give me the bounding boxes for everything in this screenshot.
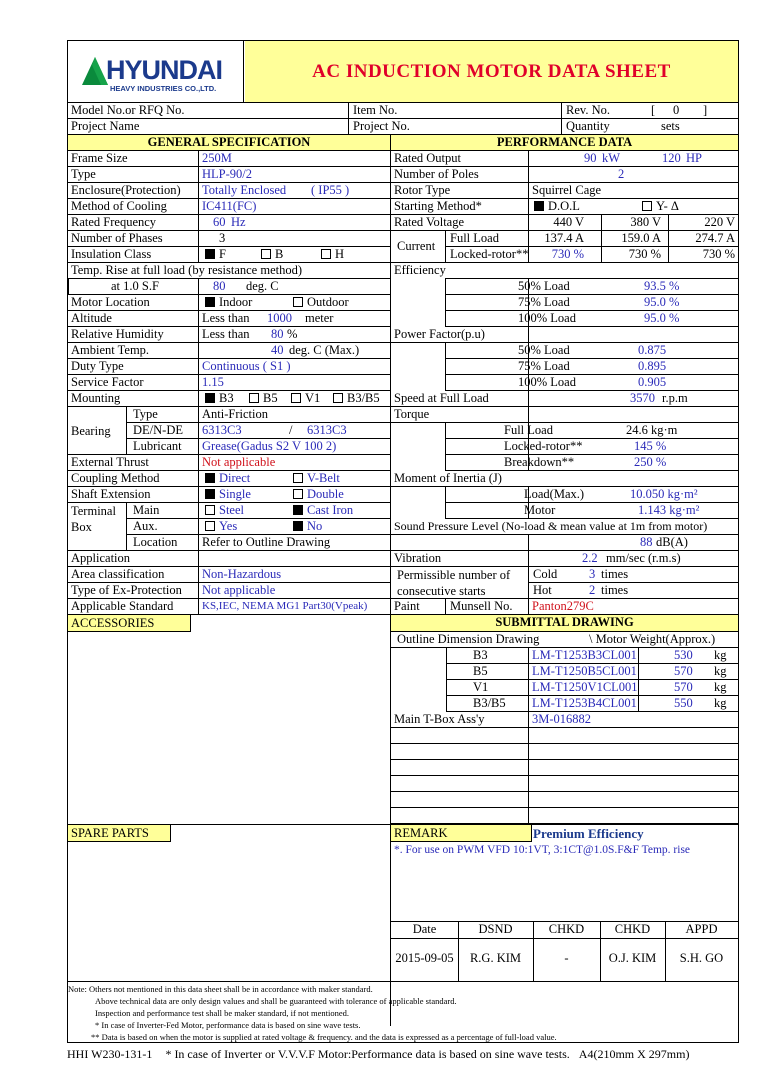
checked-box-icon — [293, 505, 303, 515]
starts-label-line2: consecutive starts — [397, 584, 486, 598]
checked-box-icon — [534, 201, 544, 211]
pf-label: Power Factor(p.u) — [394, 327, 485, 341]
coupling-option-vbelt[interactable]: V-Belt — [290, 471, 340, 487]
drawing-number: LM-T1253B3CL001 — [532, 648, 637, 662]
project-name-label: Project Name — [71, 119, 140, 133]
weight-label: \ Motor Weight(Approx.) — [589, 632, 716, 646]
note-line-4: * In case of Inverter-Fed Motor, performance data is based on sine wave tests. — [95, 1020, 361, 1030]
eff-100-label: 100% Load — [518, 311, 576, 325]
signoff-value: S.H. GO — [679, 951, 724, 965]
cooling-label: Method of Cooling — [71, 199, 167, 213]
torque-full-value: 24.6 kg·m — [626, 423, 678, 437]
drawing-row — [446, 680, 738, 696]
sound-label: Sound Pressure Level (No-load & mean value at 1m from motor) — [394, 519, 708, 533]
mounting-option-b3[interactable]: B3 — [202, 391, 234, 407]
torque-locked-value: 145 % — [634, 439, 667, 453]
current-full-2: 159.0 A — [621, 231, 661, 245]
drawing-row — [446, 648, 738, 664]
drawing-weight: 570 — [674, 680, 693, 694]
temp-rise-value: 80 — [213, 279, 226, 293]
shaft-option-double[interactable]: Double — [290, 487, 344, 503]
location-option-indoor[interactable]: Indoor — [202, 295, 252, 311]
data-sheet — [67, 40, 739, 1043]
drawing-mount: V1 — [473, 680, 489, 694]
poles-label: Number of Poles — [394, 167, 479, 181]
altitude-label: Altitude — [71, 311, 112, 325]
pf-75-value: 0.895 — [638, 359, 667, 373]
service-factor-value: 1.15 — [202, 375, 224, 389]
area-value: Non-Hazardous — [202, 567, 282, 581]
altitude-unit: meter — [305, 311, 334, 325]
unchecked-box-icon — [293, 489, 303, 499]
unchecked-box-icon — [293, 297, 303, 307]
quantity-unit: sets — [661, 119, 680, 133]
checked-box-icon — [293, 521, 303, 531]
current-locked-3: 730 % — [702, 247, 735, 261]
coupling-option-direct[interactable]: Direct — [202, 471, 250, 487]
drawing-weight-unit: kg — [714, 696, 727, 710]
accessories-label: ACCESSORIES — [68, 615, 191, 632]
inertia-load-value: 10.050 kg·m² — [630, 487, 698, 501]
eff-50-value: 93.5 % — [644, 279, 680, 293]
note-line-2: Above technical data are only design values and shall be guaranteed with tolerance of applicable standard. — [95, 996, 457, 1006]
rotor-label: Rotor Type — [394, 183, 451, 197]
signoff-header: CHKD — [548, 922, 585, 936]
insulation-option-f[interactable]: F — [202, 247, 226, 263]
output-kw: 90 — [584, 151, 597, 165]
enclosure-label: Enclosure(Protection) — [71, 183, 181, 197]
terminal-option-steel[interactable]: Steel — [202, 503, 244, 519]
unchecked-box-icon — [321, 249, 331, 259]
poles-value: 2 — [618, 167, 625, 181]
page-title: AC INDUCTION MOTOR DATA SHEET — [312, 61, 671, 82]
current-full-label: Full Load — [450, 231, 499, 245]
type-label: Type — [71, 167, 96, 181]
sound-unit: dB(A) — [656, 535, 688, 549]
paint-label: Paint — [394, 599, 420, 613]
unchecked-box-icon — [205, 521, 215, 531]
frame-size-value: 250M — [202, 151, 232, 165]
area-label: Area classification — [71, 567, 165, 581]
speed-label: Speed at Full Load — [394, 391, 489, 405]
aux-option-yes[interactable]: Yes — [202, 519, 237, 535]
logo-subtitle: HEAVY INDUSTRIES CO.,LTD. — [110, 84, 217, 93]
humidity-label: Relative Humidity — [71, 327, 164, 341]
phases-value: 3 — [219, 231, 226, 245]
output-hp: 120 — [662, 151, 681, 165]
standard-value: KS,IEC, NEMA MG1 Part30(Vpeak) — [202, 600, 368, 612]
starting-option-dol[interactable]: D.O.L — [531, 199, 580, 215]
speed-unit: r.p.m — [662, 391, 688, 405]
quantity-label: Quantity — [566, 119, 610, 133]
drawing-row — [446, 664, 738, 680]
frequency-unit: Hz — [231, 215, 246, 229]
unchecked-box-icon — [291, 393, 301, 403]
signoff-header: APPD — [685, 922, 718, 936]
exprotection-value: Not applicable — [202, 583, 276, 597]
vibration-label: Vibration — [394, 551, 442, 565]
unchecked-box-icon — [261, 249, 271, 259]
drawing-row — [446, 696, 738, 712]
starts-cold-label: Cold — [533, 567, 558, 581]
torque-breakdown-value: 250 % — [634, 455, 667, 469]
altitude-prefix: Less than — [202, 311, 250, 325]
signoff-value: 2015-09-05 — [395, 951, 454, 965]
checked-box-icon — [205, 489, 215, 499]
torque-full-label: Full Load — [504, 423, 553, 437]
current-locked-1: 730 % — [551, 247, 584, 261]
type-value: HLP-90/2 — [202, 167, 252, 181]
submittal-title: SUBMITTAL DRAWING — [391, 615, 738, 632]
efficiency-label: Efficiency — [394, 263, 446, 277]
torque-locked-label: Locked-rotor** — [504, 439, 583, 453]
inertia-motor-value: 1.143 kg·m² — [638, 503, 700, 517]
rev-value: 0 — [673, 103, 680, 117]
insulation-option-h[interactable]: H — [318, 247, 344, 263]
unchecked-box-icon — [205, 505, 215, 515]
terminal-location-value: Refer to Outline Drawing — [202, 535, 331, 549]
coupling-label: Coupling Method — [71, 471, 160, 485]
signoff-header: CHKD — [614, 922, 651, 936]
remark-text: *. For use on PWM VFD 10:1VT, 3:1CT@1.0S.F&F Temp. rise — [394, 844, 691, 856]
note-line-1: Note: Others not mentioned in this data sheet shall be in accordance with maker standard. — [68, 984, 373, 994]
footer-doc-no: HHI W230-131-1 — [67, 1047, 153, 1061]
title-box — [245, 41, 738, 102]
terminal-main-label: Main — [133, 503, 160, 517]
bearing-type-value: Anti-Friction — [202, 407, 268, 421]
mounting-option-b5[interactable]: B5 — [246, 391, 278, 407]
item-label: Item No. — [353, 103, 398, 117]
signoff-value: O.J. KIM — [608, 951, 657, 965]
starts-hot-label: Hot — [533, 583, 552, 597]
drawing-number: LM-T1250B5CL001 — [532, 664, 637, 678]
project-row — [68, 119, 738, 135]
bearing-nde-value: 6313C3 — [307, 423, 347, 437]
voltage-value-3: 220 V — [704, 215, 735, 229]
hyundai-logo — [68, 41, 244, 102]
bearing-type-label: Type — [133, 407, 158, 421]
cooling-value: IC411(FC) — [202, 199, 257, 213]
page-footer — [67, 1047, 689, 1062]
pf-50-label: 50% Load — [518, 343, 570, 357]
munsell-label: Munsell No. — [450, 599, 513, 613]
signoff-value: - — [564, 951, 569, 965]
voltage-label: Rated Voltage — [394, 215, 465, 229]
rev-open: [ — [651, 103, 656, 117]
pf-100-value: 0.905 — [638, 375, 667, 389]
insulation-option-b[interactable]: B — [258, 247, 283, 263]
performance-title: PERFORMANCE DATA — [391, 135, 738, 151]
torque-label: Torque — [394, 407, 430, 421]
current-label: Current — [397, 239, 436, 253]
bearing-separator: / — [289, 423, 293, 437]
output-kw-unit: kW — [602, 151, 621, 165]
drawing-weight-unit: kg — [714, 664, 727, 678]
drawing-weight: 550 — [674, 696, 693, 710]
sound-value: 88 — [640, 535, 653, 549]
rotor-value: Squirrel Cage — [532, 183, 602, 197]
unchecked-box-icon — [293, 473, 303, 483]
mounting-option-v1[interactable]: V1 — [288, 391, 320, 407]
voltage-value-2: 380 V — [630, 215, 661, 229]
thrust-value: Not applicable — [202, 455, 276, 469]
project-no-label: Project No. — [353, 119, 410, 133]
checked-box-icon — [205, 393, 215, 403]
duty-value: Continuous ( S1 ) — [202, 359, 291, 373]
model-row — [68, 103, 738, 119]
unchecked-box-icon — [249, 393, 259, 403]
footer-text: * In case of Inverter or V.V.V.F Motor:Performance data is based on sine wave tests. — [165, 1047, 570, 1061]
eff-75-value: 95.0 % — [644, 295, 680, 309]
remark-label: REMARK — [391, 825, 532, 842]
signoff-value: R.G. KIM — [469, 951, 522, 965]
starts-cold-value: 3 — [589, 567, 596, 581]
starting-label: Starting Method* — [394, 199, 482, 213]
output-label: Rated Output — [394, 151, 462, 165]
signoff-header: DSND — [478, 922, 513, 936]
output-hp-unit: HP — [686, 151, 702, 165]
application-label: Application — [71, 551, 131, 565]
drawing-weight-unit: kg — [714, 648, 727, 662]
thrust-label: External Thrust — [71, 455, 149, 469]
frame-size-label: Frame Size — [71, 151, 128, 165]
humidity-value: 80 — [271, 327, 284, 341]
location-option-outdoor[interactable]: Outdoor — [290, 295, 349, 311]
aux-option-no[interactable]: No — [290, 519, 322, 535]
starting-option-yd[interactable]: Y- Δ — [639, 199, 679, 215]
inertia-load-label: Load(Max.) — [524, 487, 585, 501]
model-label: Model No.or RFQ No. — [71, 103, 185, 117]
humidity-unit: % — [287, 327, 298, 341]
pf-100-label: 100% Load — [518, 375, 576, 389]
temp-rise-unit: deg. C — [246, 279, 279, 293]
starts-hot-unit: times — [601, 583, 629, 597]
current-locked-label: Locked-rotor** — [450, 247, 529, 261]
note-line-5: ** Data is based on when the motor is supplied at rated voltage & frequency. and the data is expressed as a percentage of full-load value. — [91, 1032, 557, 1042]
bearing-lub-value: Grease(Gadus S2 V 100 2) — [202, 439, 337, 453]
vibration-value: 2.2 — [582, 551, 598, 565]
bearing-lub-label: Lubricant — [133, 439, 182, 453]
temp-rise-sf: at 1.0 S.F — [111, 279, 159, 293]
drawing-mount: B5 — [473, 664, 488, 678]
current-locked-2: 730 % — [628, 247, 661, 261]
signoff-header: Date — [412, 922, 437, 936]
pf-50-value: 0.875 — [638, 343, 667, 357]
unchecked-box-icon — [333, 393, 343, 403]
frequency-label: Rated Frequency — [71, 215, 157, 229]
note-line-3: Inspection and performance test shall be maker standard, if not mentioned. — [95, 1008, 349, 1018]
ambient-value: 40 — [271, 343, 284, 357]
ambient-label: Ambient Temp. — [71, 343, 150, 357]
terminal-aux-label: Aux. — [133, 519, 158, 533]
vibration-unit: mm/sec (r.m.s) — [606, 551, 681, 565]
voltage-value-1: 440 V — [553, 215, 584, 229]
eff-50-label: 50% Load — [518, 279, 570, 293]
sheet-header — [68, 41, 738, 103]
terminal-location-label: Location — [133, 535, 178, 549]
mounting-label: Mounting — [71, 391, 121, 405]
checked-box-icon — [205, 297, 215, 307]
logo-name: HYUNDAI — [106, 55, 223, 85]
footer-size: A4(210mm X 297mm) — [578, 1047, 690, 1061]
eff-75-label: 75% Load — [518, 295, 570, 309]
exprotection-label: Type of Ex-Protection — [71, 583, 182, 597]
tbox-label: Main T-Box Ass'y — [394, 712, 485, 726]
eff-100-value: 95.0 % — [644, 311, 680, 325]
drawing-weight: 570 — [674, 664, 693, 678]
inertia-motor-label: Motor — [524, 503, 556, 517]
shaft-label: Shaft Extension — [71, 487, 151, 501]
ambient-unit: deg. C (Max.) — [289, 343, 360, 357]
outline-label: Outline Dimension Drawing — [397, 632, 540, 646]
altitude-value: 1000 — [267, 311, 292, 325]
drawing-number: LM-T1250V1CL001 — [532, 680, 638, 694]
enclosure-value: Totally Enclosed — [202, 183, 287, 197]
current-full-1: 137.4 A — [544, 231, 584, 245]
drawing-number: LM-T1253B4CL001 — [532, 696, 637, 710]
drawing-weight-unit: kg — [714, 680, 727, 694]
torque-breakdown-label: Breakdown** — [504, 455, 575, 469]
tbox-value: 3M-016882 — [532, 712, 592, 726]
duty-label: Duty Type — [71, 359, 124, 373]
checked-box-icon — [205, 473, 215, 483]
inertia-label: Moment of Inertia (J) — [394, 471, 502, 485]
remark-headline: Premium Efficiency — [533, 826, 644, 841]
starts-label-line1: Permissible number of — [397, 568, 511, 582]
bearing-de-label: DE/N-DE — [133, 423, 183, 437]
mounting-option-b3b5[interactable]: B3/B5 — [330, 391, 380, 407]
general-spec-title: GENERAL SPECIFICATION — [68, 135, 390, 151]
drawing-mount: B3 — [473, 648, 488, 662]
pf-75-label: 75% Load — [518, 359, 570, 373]
unchecked-box-icon — [642, 201, 652, 211]
spare-parts-label: SPARE PARTS — [68, 825, 171, 842]
speed-value: 3570 — [630, 391, 655, 405]
shaft-option-single[interactable]: Single — [202, 487, 251, 503]
standard-label: Applicable Standard — [71, 599, 174, 613]
paint-value: Panton279C — [532, 599, 594, 613]
checked-box-icon — [205, 249, 215, 259]
bearing-de-value: 6313C3 — [202, 423, 242, 437]
enclosure-ip: ( IP55 ) — [311, 183, 350, 197]
terminal-box-label: Box — [71, 520, 92, 534]
drawing-weight: 530 — [674, 648, 693, 662]
frequency-value: 60 — [213, 215, 226, 229]
phases-label: Number of Phases — [71, 231, 163, 245]
starts-hot-value: 2 — [589, 583, 596, 597]
insulation-label: Insulation Class — [71, 247, 152, 261]
service-factor-label: Service Factor — [71, 375, 144, 389]
bearing-label: Bearing — [71, 424, 111, 438]
current-full-3: 274.7 A — [695, 231, 735, 245]
location-label: Motor Location — [71, 295, 150, 309]
starts-cold-unit: times — [601, 567, 629, 581]
humidity-prefix: Less than — [202, 327, 250, 341]
terminal-label: Terminal — [71, 504, 116, 518]
temp-rise-label: Temp. Rise at full load (by resistance method) — [71, 263, 303, 277]
drawing-mount: B3/B5 — [473, 696, 506, 710]
terminal-option-cast-iron[interactable]: Cast Iron — [290, 503, 353, 519]
rev-label: Rev. No. — [566, 103, 610, 117]
rev-close: ] — [703, 103, 708, 117]
